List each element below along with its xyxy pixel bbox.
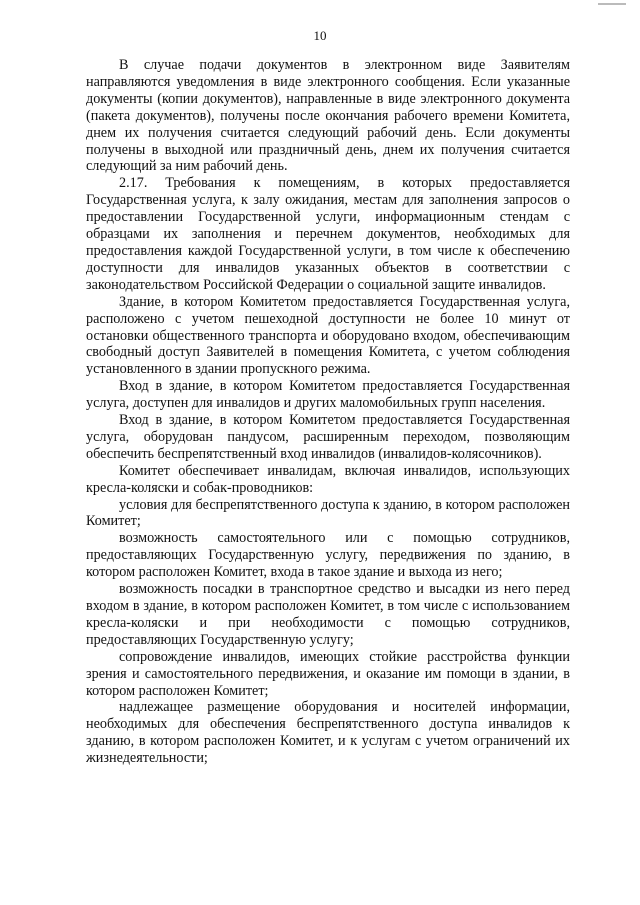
paragraph-entrance-accessible: Вход в здание, в котором Комитетом предоставляется Государственная услуга, доступен для инвалидов и других маломобильных групп населения. (86, 378, 570, 412)
paragraph-committee-provides: Комитет обеспечивает инвалидам, включая инвалидов, использующих кресла-коляски и собак-проводников: (86, 462, 570, 496)
list-item-escort-assistance: сопровождение инвалидов, имеющих стойкие расстройства функции зрения и самостоятельного передвижения, и оказание им помощи в здании, в котором расположен Комитет; (86, 648, 570, 699)
list-item-unobstructed-access: условия для беспрепятственного доступа к зданию, в котором расположен Комитет; (86, 496, 570, 530)
list-item-equipment-placement: надлежащее размещение оборудования и носителей информации, необходимых для обеспечения беспрепятственного доступа инвалидов к зданию, в котором расположен Комитет, и к услугам с учетом ограничений их жизнедеятельности; (86, 699, 570, 767)
list-item-vehicle-boarding: возможность посадки в транспортное средство и высадки из него перед входом в здание, в котором расположен Комитет, в том числе с использованием кресла-коляски и при необходимости с помощью сотрудников, предоставляющих Государственную услугу; (86, 581, 570, 648)
paragraph-premises-requirements: 2.17. Требования к помещениям, в которых предоставляется Государственная услуга, к залу ожидания, местам для заполнения запросов о предоставлении Государственной услуги, информационным стендам с образцами их заполнения и перечнем документов, необходимых для предоставления каждой Государственной услуги, в том числе к обеспечению доступности для инвалидов указанных объектов в соответствии с законодательством Российской Федерации о социальной защите инвалидов. (86, 175, 570, 293)
page-number: 10 (313, 28, 327, 43)
paragraph-building-location: Здание, в котором Комитетом предоставляется Государственная услуга, расположено с учетом пешеходной доступности не более 10 минут от остановки общественного транспорта и оборудовано входом, обеспечивающим свободный доступ Заявителей в помещения Комитета, с учетом соблюдения установленного в здании пропускного режима. (86, 293, 570, 378)
list-item-movement-in-building: возможность самостоятельного или с помощью сотрудников, предоставляющих Государственную услугу, передвижения по зданию, в котором расположен Комитет, входа в такое здание и выхода из него; (86, 530, 570, 581)
scan-edge-mark (598, 3, 626, 5)
document-body (86, 57, 570, 767)
paragraph-electronic-submission: В случае подачи документов в электронном виде Заявителям направляются уведомления в виде электронного сообщения. Если указанные документы (копии документов), направленные в виде электронного документа (пакета документов), получены после окончания рабочего времени Комитета, днем их получения считается следующий рабочий день. Если документы получены в выходной или праздничный день, днем их получения считается следующий за ним рабочий день. (86, 57, 570, 175)
paragraph-entrance-ramp: Вход в здание, в котором Комитетом предоставляется Государственная услуга, оборудован пандусом, расширенным переходом, позволяющим обеспечить беспрепятственный вход инвалидов (инвалидов-колясочников). (86, 412, 570, 462)
